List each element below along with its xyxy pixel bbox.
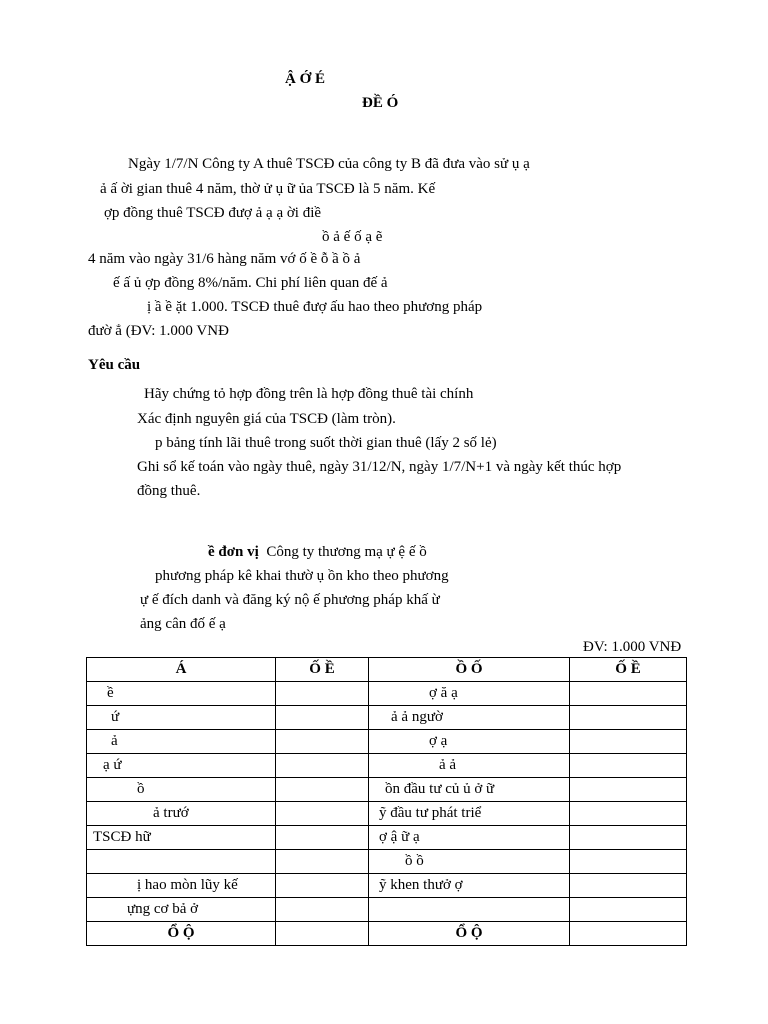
asset-cell: ạ ứ xyxy=(87,754,276,778)
amount-cell xyxy=(570,874,687,898)
source-cell: ả ả ngườ xyxy=(369,706,570,730)
table-row xyxy=(87,754,687,778)
para1-line: ế ấ ủ ợp đồng 8%/năm. Chi phí liên quan đế ả xyxy=(113,275,388,291)
para2-line: ự ế đích danh và đăng ký nộ ế phương pháp khấ ừ xyxy=(140,592,440,608)
para1-line: ồ ả ế ố ạ ẽ xyxy=(322,229,383,245)
amount-cell xyxy=(276,706,369,730)
amount-cell xyxy=(276,730,369,754)
amount-cell xyxy=(570,898,687,922)
para2-line: ảng cân đố ế ạ xyxy=(140,616,226,632)
header-cell: Ố Ề xyxy=(276,658,369,682)
table-row xyxy=(87,898,687,922)
requirement-item: Ghi sổ kế toán vào ngày thuê, ngày 31/12/N, ngày 1/7/N+1 và ngày kết thúc hợp xyxy=(137,459,622,475)
amount-cell xyxy=(570,778,687,802)
para2-lead-rest: Công ty thương mạ ự ệ ế ồ xyxy=(266,544,427,560)
amount-cell xyxy=(570,850,687,874)
para1-line: 4 năm vào ngày 31/6 hàng năm vớ ố ề ỗ ầ ồ ả xyxy=(88,251,361,267)
doc-title-line-2: ĐỀ Ó xyxy=(362,95,399,111)
amount-cell xyxy=(276,682,369,706)
asset-cell: ả trướ xyxy=(87,802,276,826)
source-cell: ỹ đầu tư phát triể xyxy=(369,802,570,826)
unit-note: ĐV: 1.000 VNĐ xyxy=(583,639,682,655)
balance-sheet-table xyxy=(86,657,687,946)
table-row xyxy=(87,706,687,730)
source-cell: ả ả xyxy=(369,754,570,778)
table-row xyxy=(87,730,687,754)
amount-cell xyxy=(570,754,687,778)
para1-line: đườ ẳ (ĐV: 1.000 VNĐ xyxy=(88,323,229,339)
total-label-cell: Ổ Ộ xyxy=(369,922,570,946)
para1-line: ị ầ ề ặt 1.000. TSCĐ thuê đượ ấu hao theo phương pháp xyxy=(147,299,483,315)
table-row xyxy=(87,682,687,706)
amount-cell xyxy=(276,898,369,922)
requirement-item: p bảng tính lãi thuê trong suốt thời gian thuê (lấy 2 số lẻ) xyxy=(155,435,497,451)
amount-cell xyxy=(276,874,369,898)
para1-line: Ngày 1/7/N Công ty A thuê TSCĐ của công ty B đã đưa vào sử ụ ạ xyxy=(128,156,530,172)
amount-cell xyxy=(570,730,687,754)
requirement-item: Xác định nguyên giá của TSCĐ (làm tròn). xyxy=(137,411,396,427)
header-cell: Ồ Ố xyxy=(369,658,570,682)
para2-line: phương pháp kê khai thườ ụ ồn kho theo phương xyxy=(155,568,449,584)
table-row xyxy=(87,874,687,898)
table-header-row xyxy=(87,658,687,682)
amount-cell xyxy=(570,802,687,826)
table-row xyxy=(87,850,687,874)
requirement-item: đồng thuê. xyxy=(137,483,201,499)
header-cell: Ố Ề xyxy=(570,658,687,682)
amount-cell xyxy=(276,754,369,778)
requirements-heading: Yêu cầu xyxy=(88,357,141,373)
header-cell: Á xyxy=(87,658,276,682)
asset-cell: ựng cơ bả ở xyxy=(87,898,276,922)
source-cell: ợ ă ạ xyxy=(369,682,570,706)
asset-cell: ị hao mòn lũy kế xyxy=(87,874,276,898)
asset-cell xyxy=(87,850,276,874)
source-cell xyxy=(369,898,570,922)
table-row xyxy=(87,778,687,802)
para2-lead-bold: ề đơn vị xyxy=(208,544,259,560)
table-total-row xyxy=(87,922,687,946)
total-label-cell: Ổ Ộ xyxy=(87,922,276,946)
total-amount-cell xyxy=(276,922,369,946)
amount-cell xyxy=(276,850,369,874)
asset-cell: ứ xyxy=(87,706,276,730)
source-cell: ợ ạ xyxy=(369,730,570,754)
asset-cell: ả xyxy=(87,730,276,754)
requirement-item: Hãy chứng tỏ hợp đồng trên là hợp đồng thuê tài chính xyxy=(144,386,474,402)
asset-cell: ề xyxy=(87,682,276,706)
amount-cell xyxy=(570,706,687,730)
asset-cell: ồ xyxy=(87,778,276,802)
asset-cell: TSCĐ hữ xyxy=(87,826,276,850)
para1-line: ả ấ ời gian thuê 4 năm, thờ ử ụ ữ ủa TSCĐ là 5 năm. Kế xyxy=(100,181,436,197)
source-cell: ồn đầu tư củ ủ ở ữ xyxy=(369,778,570,802)
para1-line: ợp đồng thuê TSCĐ đượ ả ạ ạ ời điề xyxy=(104,205,322,221)
amount-cell xyxy=(276,802,369,826)
amount-cell xyxy=(570,682,687,706)
source-cell: ồ ồ xyxy=(369,850,570,874)
para2-line xyxy=(208,543,427,561)
doc-title-line-1: Ậ Ớ É xyxy=(285,71,326,87)
table-row xyxy=(87,826,687,850)
table-row xyxy=(87,802,687,826)
amount-cell xyxy=(276,826,369,850)
amount-cell xyxy=(570,826,687,850)
source-cell: ỹ khen thưở ợ xyxy=(369,874,570,898)
source-cell: ợ ậ ữ ạ xyxy=(369,826,570,850)
total-amount-cell xyxy=(570,922,687,946)
amount-cell xyxy=(276,778,369,802)
